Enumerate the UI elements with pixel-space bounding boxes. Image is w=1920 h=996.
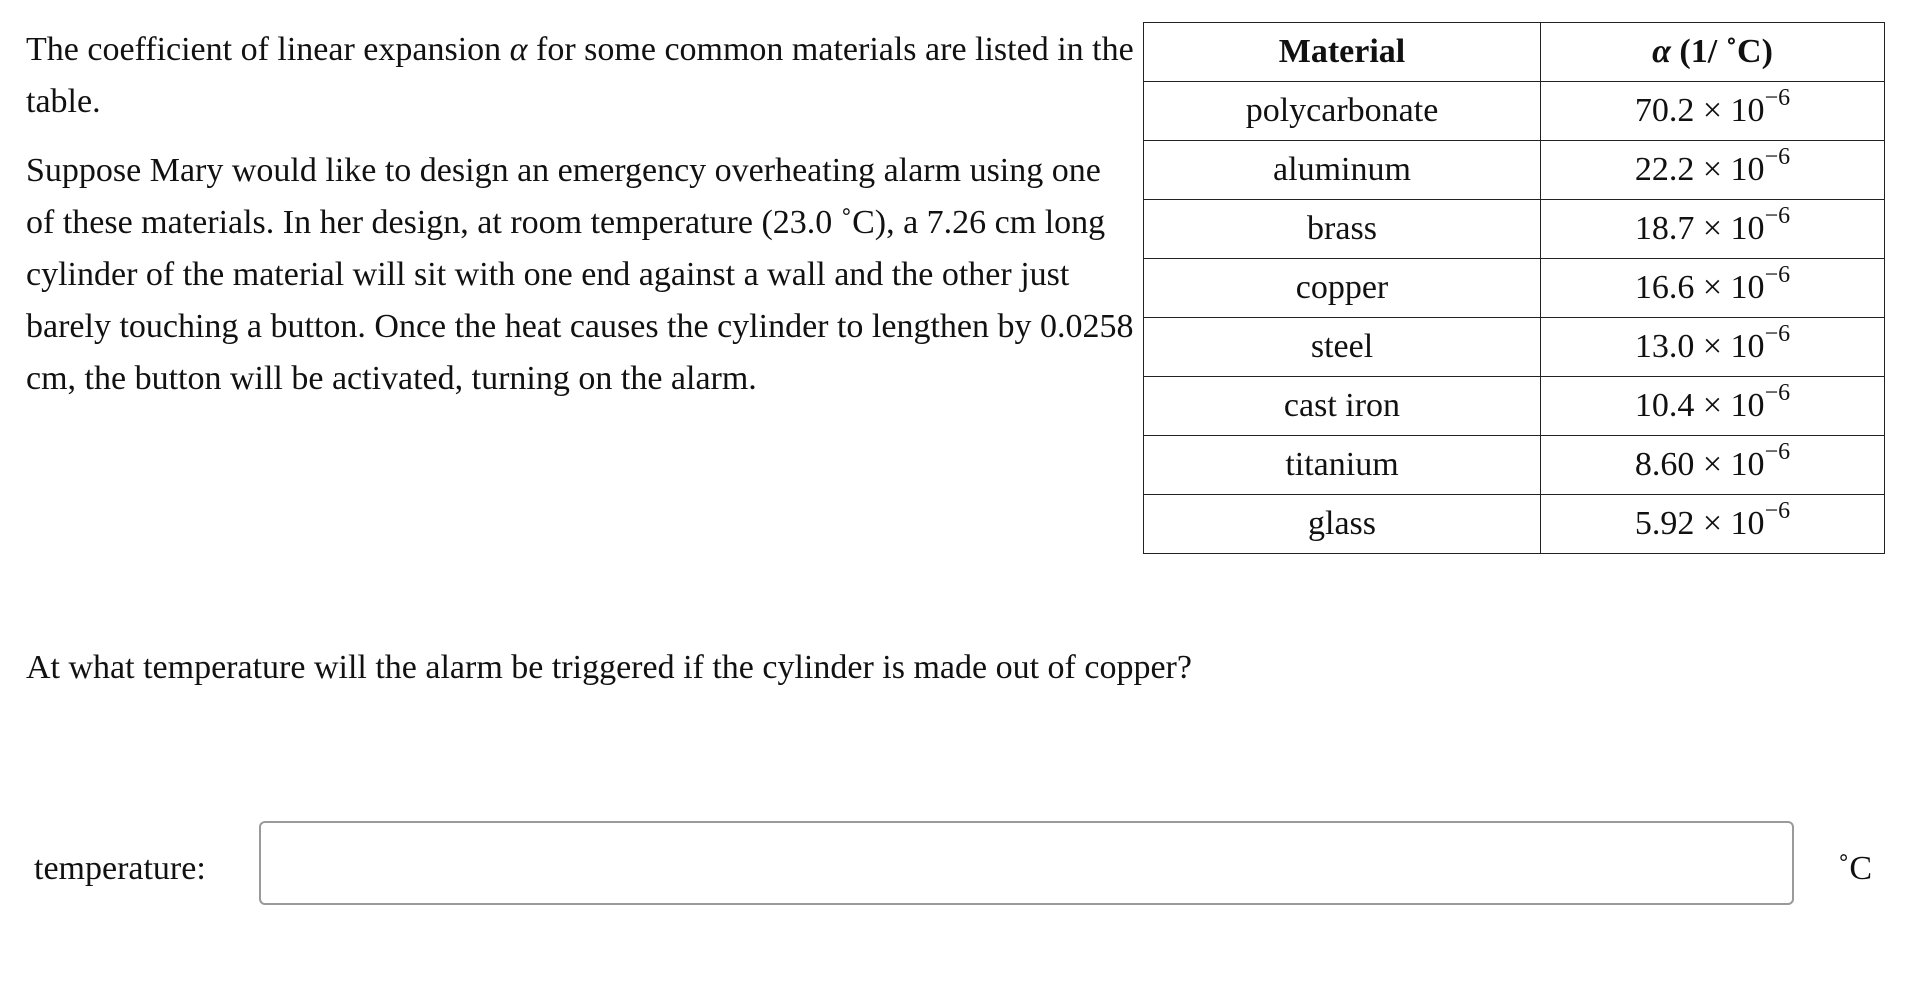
coefficient-cell (1541, 82, 1885, 141)
temperature-input[interactable] (259, 821, 1794, 905)
header-alpha-symbol: α (1652, 33, 1671, 70)
coefficient-mantissa: 70.2 × 10 (1634, 92, 1765, 129)
coefficient-mantissa: 16.6 × 10 (1634, 269, 1765, 306)
coefficient-exponent: −6 (1764, 497, 1791, 524)
coefficient-exponent: −6 (1764, 320, 1791, 347)
material-name-cell: steel (1144, 318, 1541, 377)
coefficient-cell (1541, 495, 1885, 554)
coefficient-exponent: −6 (1764, 202, 1791, 229)
table-header-row (1144, 23, 1885, 82)
table-row (1144, 377, 1885, 436)
coefficient-exponent: −6 (1764, 261, 1791, 288)
coefficient-mantissa: 5.92 × 10 (1634, 505, 1765, 542)
coefficient-mantissa: 18.7 × 10 (1634, 210, 1765, 247)
question-text: At what temperature will the alarm be triggered if the cylinder is made out of copper? (26, 649, 1192, 686)
problem-intro (26, 24, 1136, 405)
intro-paragraph-2: Suppose Mary would like to design an emergency overheating alarm using one of these materials. In her design, at room temperature (23.0 ˚C), a 7.26 cm long cylinder of the material will sit with one end against a wall and the other just barely touching a button. Once the heat causes the cylinder to lengthen by 0.0258 cm, the button will be activated, turning on the alarm. (26, 152, 1134, 397)
material-name-cell: brass (1144, 200, 1541, 259)
material-name-cell: aluminum (1144, 141, 1541, 200)
coefficient-mantissa: 22.2 × 10 (1634, 151, 1765, 188)
table-body (1144, 82, 1885, 554)
header-material: Material (1144, 23, 1541, 82)
materials-table-container (1143, 22, 1885, 554)
coefficient-mantissa: 10.4 × 10 (1634, 387, 1765, 424)
coefficient-cell (1541, 318, 1885, 377)
materials-table (1143, 22, 1885, 554)
coefficient-cell (1541, 141, 1885, 200)
coefficient-cell (1541, 377, 1885, 436)
table-row (1144, 436, 1885, 495)
alpha-symbol: α (509, 31, 528, 68)
coefficient-exponent: −6 (1764, 379, 1791, 406)
intro-paragraph-1 (26, 24, 1136, 128)
coefficient-cell (1541, 200, 1885, 259)
coefficient-cell (1541, 436, 1885, 495)
intro-text-start: The coefficient of linear expansion (26, 31, 510, 68)
coefficient-cell (1541, 259, 1885, 318)
temperature-unit: ˚C (1838, 850, 1872, 887)
material-name-cell: titanium (1144, 436, 1541, 495)
coefficient-exponent: −6 (1764, 84, 1791, 111)
table-row (1144, 495, 1885, 554)
table-row (1144, 318, 1885, 377)
header-alpha-unit: (1/ ˚C) (1670, 33, 1773, 70)
intro-text-end: for some common materials are listed in the table. (26, 31, 1134, 120)
coefficient-mantissa: 8.60 × 10 (1634, 446, 1765, 483)
coefficient-exponent: −6 (1764, 438, 1791, 465)
material-name-cell: glass (1144, 495, 1541, 554)
table-row (1144, 82, 1885, 141)
header-coefficient (1541, 23, 1885, 82)
material-name-cell: copper (1144, 259, 1541, 318)
material-name-cell: cast iron (1144, 377, 1541, 436)
table-row (1144, 259, 1885, 318)
coefficient-mantissa: 13.0 × 10 (1634, 328, 1765, 365)
material-name-cell: polycarbonate (1144, 82, 1541, 141)
coefficient-exponent: −6 (1764, 143, 1791, 170)
temperature-label: temperature: (34, 850, 206, 887)
table-row (1144, 200, 1885, 259)
table-row (1144, 141, 1885, 200)
